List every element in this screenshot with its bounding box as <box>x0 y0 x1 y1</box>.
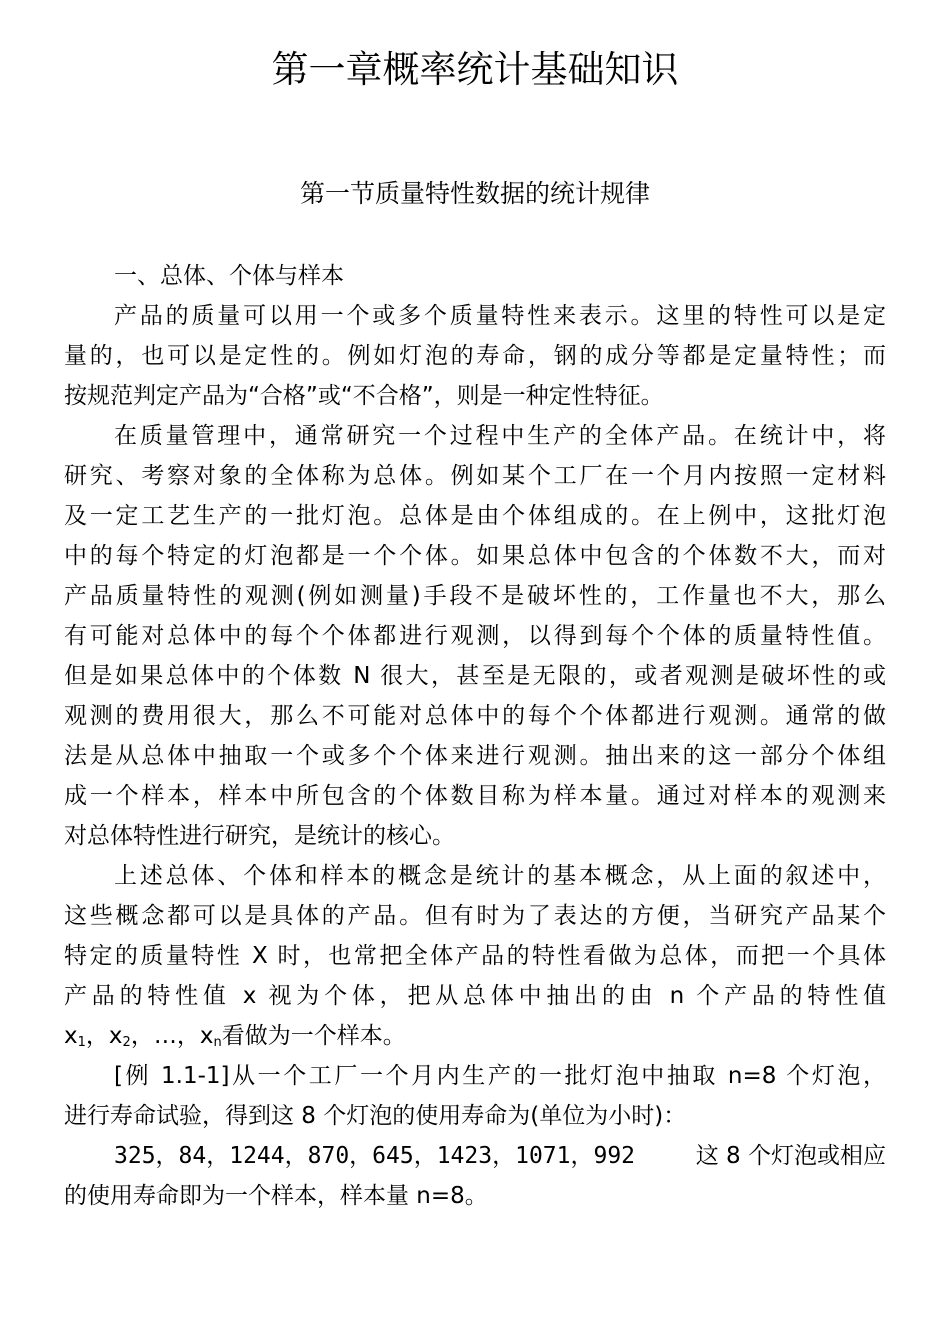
separator: ， <box>130 1023 154 1049</box>
section-title: 第一节质量特性数据的统计规律 <box>299 179 650 208</box>
paragraph-line: 中的每个特定的灯泡都是一个个体。如果总体中包含的个体数不大，而对 <box>64 543 886 569</box>
lifetime-data-line <box>114 1136 886 1176</box>
separator: ， <box>85 1023 109 1049</box>
paragraph-text: 这 8 个灯泡或相应 <box>695 1143 886 1169</box>
lifetime-values: 325，84，1244，870，645，1423，1071，992 <box>114 1143 636 1169</box>
paragraph-line: 在质量管理中，通常研究一个过程中生产的全体产品。在统计中，将 <box>114 423 886 449</box>
subscript-2: 2 <box>122 1035 131 1050</box>
paragraph-line: 按规范判定产品为“合格”或“不合格”，则是一种定性特征。 <box>64 383 664 409</box>
separator: ， <box>176 1023 200 1049</box>
paragraph-line: 成一个样本，样本中所包含的个体数目称为样本量。通过对样本的观测来 <box>64 783 886 809</box>
paragraph-line: 对总体特性进行研究，是统计的核心。 <box>64 823 455 849</box>
paragraph-line: 特定的质量特性 X 时，也常把全体产品的特性看做为总体，而把一个具体 <box>64 943 886 969</box>
x-symbol: x <box>199 1023 214 1049</box>
paragraph-line: 产品的质量可以用一个或多个质量特性来表示。这里的特性可以是定 <box>114 303 886 329</box>
ellipsis: … <box>153 1023 177 1049</box>
paragraph-line: 进行寿命试验，得到这 8 个灯泡的使用寿命为(单位为小时)： <box>64 1103 687 1129</box>
paragraph-line: 量的，也可以是定性的。例如灯泡的寿命，钢的成分等都是定量特性；而 <box>64 343 886 369</box>
subscript-n: n <box>213 1035 222 1050</box>
paragraph-line: 研究、考察对象的全体称为总体。例如某个工厂在一个月内按照一定材料 <box>64 463 886 489</box>
paragraph-line: 的使用寿命即为一个样本，样本量 n=8。 <box>64 1183 488 1209</box>
paragraph-line: 及一定工艺生产的一批灯泡。总体是由个体组成的。在上例中，这批灯泡 <box>64 503 886 529</box>
x-symbol: x <box>64 1023 78 1049</box>
paragraph-line: 这些概念都可以是具体的产品。但有时为了表达的方便，当研究产品某个 <box>64 903 886 929</box>
sample-notation-line <box>64 1016 886 1056</box>
paragraph-line: 但是如果总体中的个体数 N 很大，甚至是无限的，或者观测是破坏性的或 <box>64 663 886 689</box>
paragraph-line: 上述总体、个体和样本的概念是统计的基本概念，从上面的叙述中， <box>114 863 886 889</box>
subsection-title: 一、总体、个体与样本 <box>114 263 344 289</box>
paragraph-text: 看做为一个样本。 <box>221 1023 406 1049</box>
subscript-1: 1 <box>77 1035 86 1050</box>
chapter-title: 第一章概率统计基础知识 <box>271 48 679 91</box>
paragraph-line: 有可能对总体中的每个个体都进行观测，以得到每个个体的质量特性值。 <box>64 623 886 649</box>
paragraph-line: [例 1.1-1]从一个工厂一个月内生产的一批灯泡中抽取 n=8 个灯泡， <box>114 1063 886 1089</box>
paragraph-line: 产品的特性值 x 视为个体，把从总体中抽出的由 n 个产品的特性值 <box>64 983 886 1009</box>
paragraph-line: 产品质量特性的观测(例如测量)手段不是破坏性的，工作量也不大，那么 <box>64 583 886 609</box>
paragraph-line: 法是从总体中抽取一个或多个个体来进行观测。抽出来的这一部分个体组 <box>64 743 886 769</box>
paragraph-line: 观测的费用很大，那么不可能对总体中的每个个体都进行观测。通常的做 <box>64 703 886 729</box>
x-symbol: x <box>108 1023 123 1049</box>
